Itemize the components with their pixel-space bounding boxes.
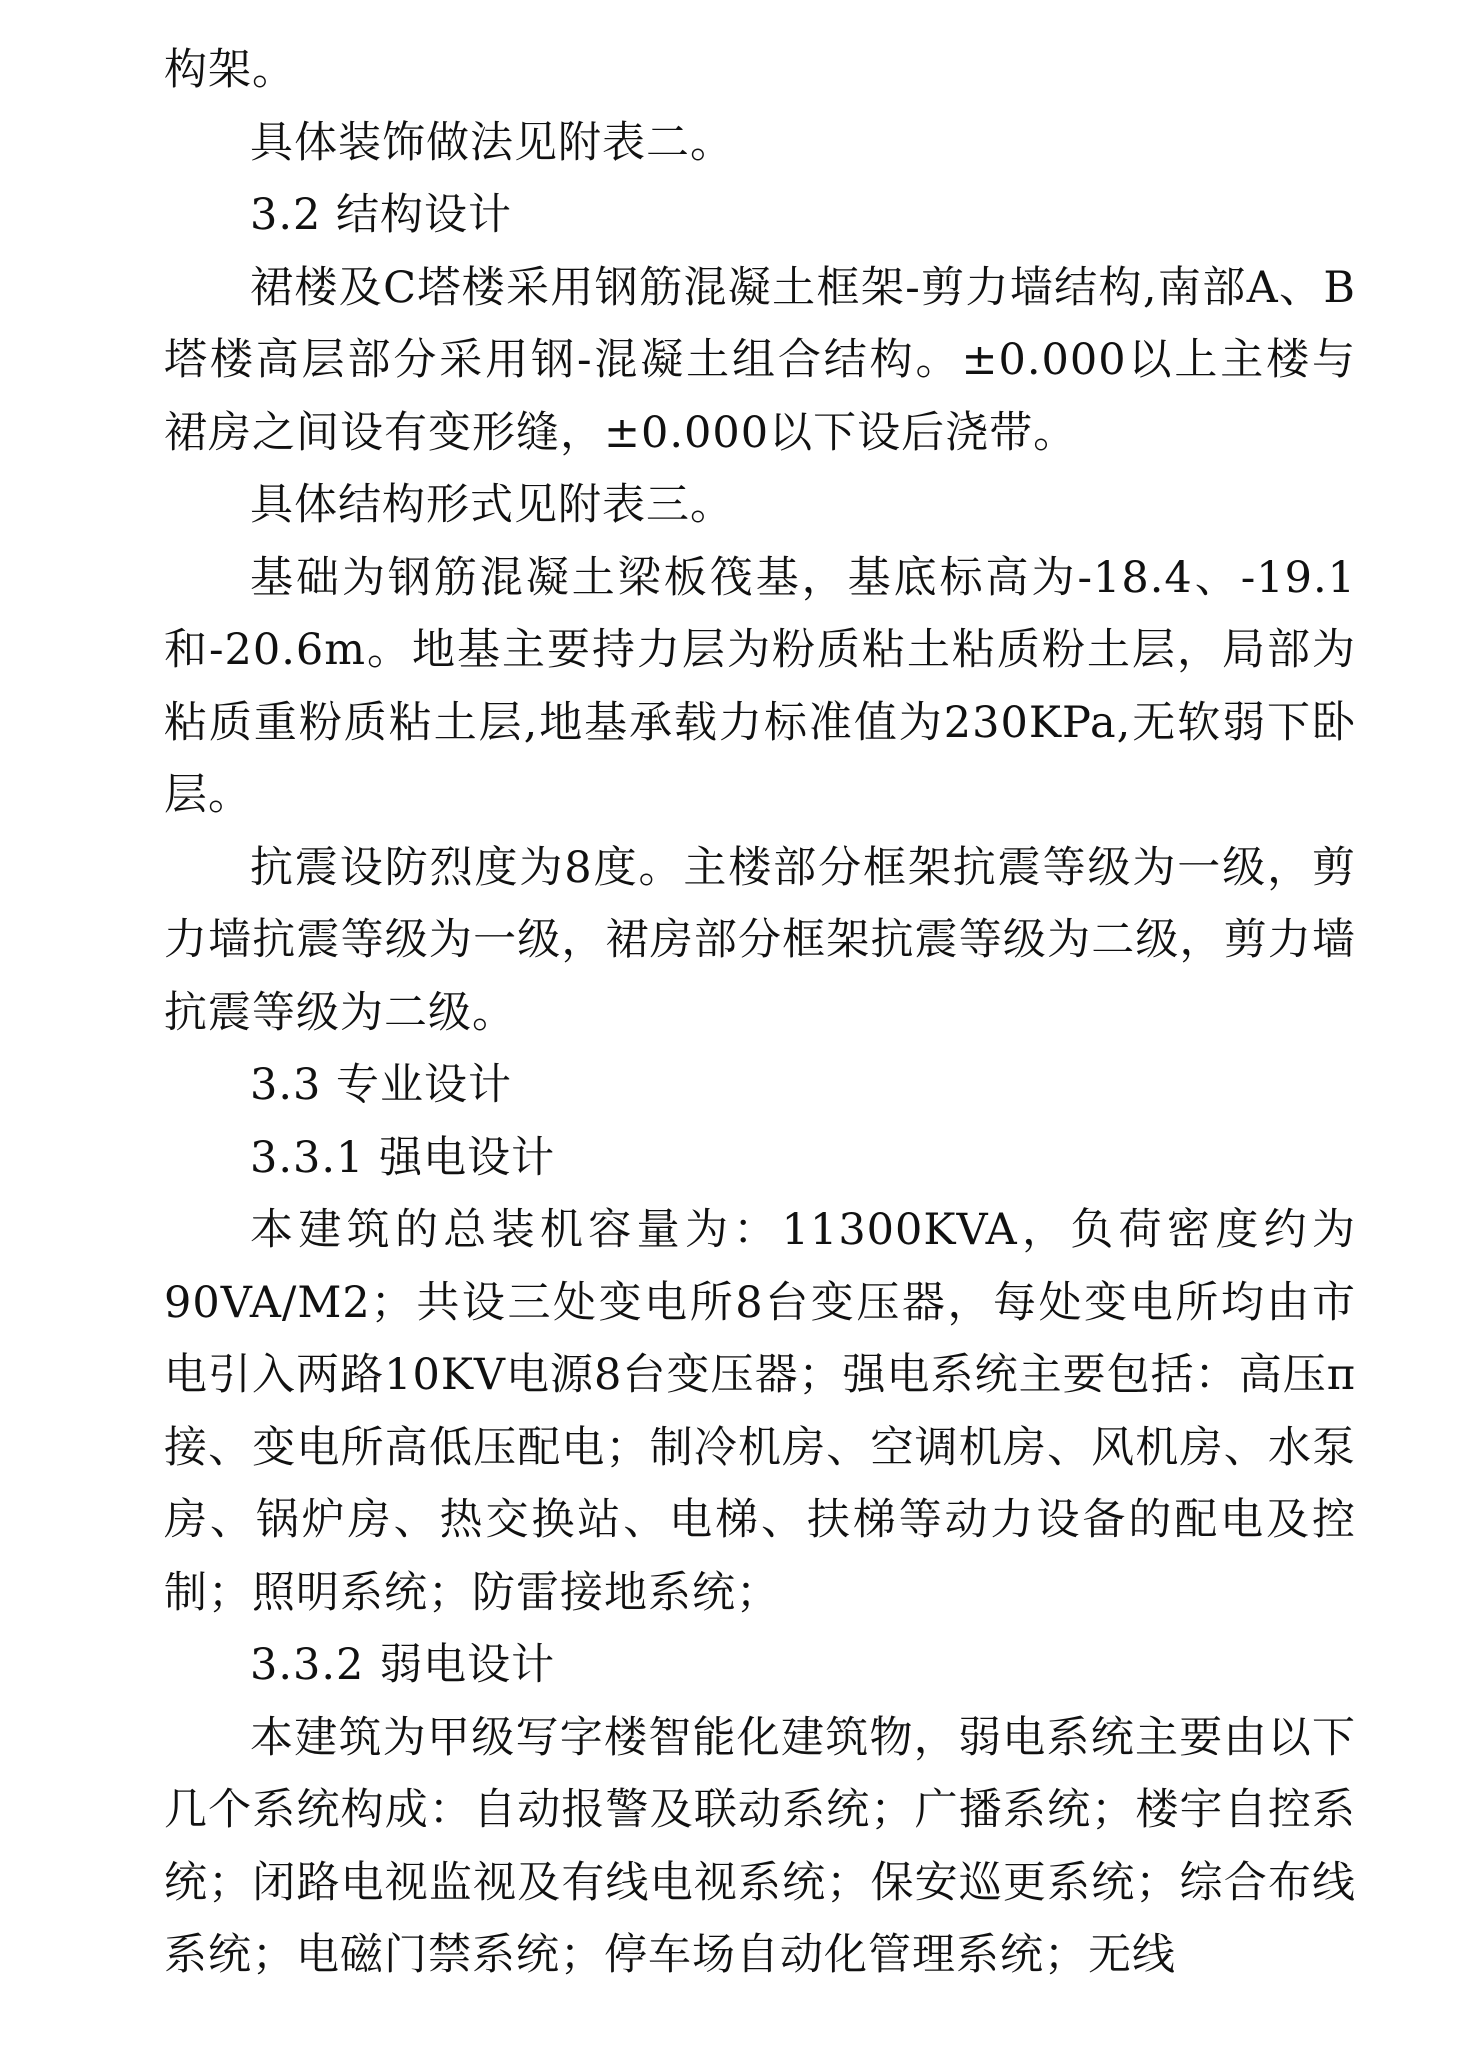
subsection-heading-low-voltage: 3.3.2 弱电设计 [250, 1640, 556, 1690]
paragraph-low-voltage-system: 本建筑为甲级写字楼智能化建筑物，弱电系统主要由以下几个系统构成：自动报警及联动系统；广播系统；楼宇自控系统；闭路电视监视及有线电视系统；保安巡更系统；综合布线系统；电磁门禁系统；停车场自动化管理系统；无线 [164, 1712, 1356, 1980]
paragraph-seismic: 抗震设防烈度为8度。主楼部分框架抗震等级为一级，剪力墙抗震等级为一级，裙房部分框架抗震等级为二级，剪力墙抗震等级为二级。 [164, 842, 1356, 1038]
section-heading-structural-design: 3.2 结构设计 [250, 190, 513, 240]
document-body [164, 34, 1356, 1992]
paragraph-structural-system: 裙楼及C塔楼采用钢筋混凝土框架-剪力墙结构,南部A、B塔楼高层部分采用钢-混凝土组合结构。±0.000以上主楼与裙房之间设有变形缝，±0.000以下设后浇带。 [164, 262, 1356, 458]
subsection-heading-power: 3.3.1 强电设计 [250, 1132, 556, 1183]
paragraph-foundation: 基础为钢筋混凝土梁板筏基，基底标高为-18.4、-19.1和-20.6m。地基主要持力层为粉质粘土粘质粉土层，局部为粘质重粉质粘土层,地基承载力标准值为230KPa,无软弱下卧层。 [164, 552, 1356, 820]
section-heading-specialty-design: 3.3 专业设计 [250, 1060, 513, 1110]
paragraph-structure-reference: 具体结构形式见附表三。 [250, 480, 734, 530]
paragraph-decoration-reference: 具体装饰做法见附表二。 [250, 117, 734, 168]
paragraph-power-system: 本建筑的总装机容量为：11300KVA，负荷密度约为90VA/M2；共设三处变电所8台变压器，每处变电所均由市电引入两路10KV电源8台变压器；强电系统主要包括：高压π接、变电所高低压配电；制冷机房、空调机房、风机房、水泵房、锅炉房、热交换站、电梯、扶梯等动力设备的配电及控制；照明系统；防雷接地系统； [164, 1205, 1356, 1618]
paragraph-continuation: 构架。 [164, 45, 296, 95]
